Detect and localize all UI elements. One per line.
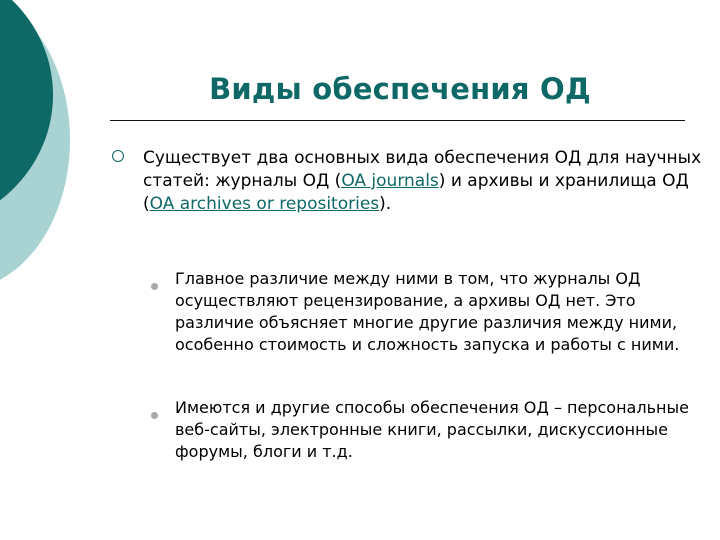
main-bullet-text [143,147,703,216]
slide-title: Виды обеспечения ОД [209,72,591,106]
main-text-part-1: Существует два основных вида обеспечения ОД для научных статей: журналы ОД ( [143,148,702,191]
sub-bullet-2-text: Имеются и другие способы обеспечения ОД – персональные веб-сайты, электронные книги, рассылки, дискуссионные форумы, блоги и т.д. [175,398,689,461]
sub-bullet-1-icon [151,283,158,290]
main-text-part-3: ). [379,194,392,214]
title-divider [110,120,685,121]
oa-archives-link[interactable]: OA archives or repositories [149,194,380,214]
sub-bullet-1-text: Главное различие между ними в том, что журналы ОД осуществляют рецензирование, а архивы ОД нет. Это различие объясняет многие другие различия между ними, особенно стоимость и сложность запуска и работы с ними. [175,269,680,354]
hollow-circle-bullet-icon [112,150,124,162]
sub-bullet-2-icon [151,412,158,419]
oa-journals-link[interactable]: OA journals [341,171,439,191]
main-text-part-2: ) и архивы и хранилища ОД ( [143,171,689,214]
